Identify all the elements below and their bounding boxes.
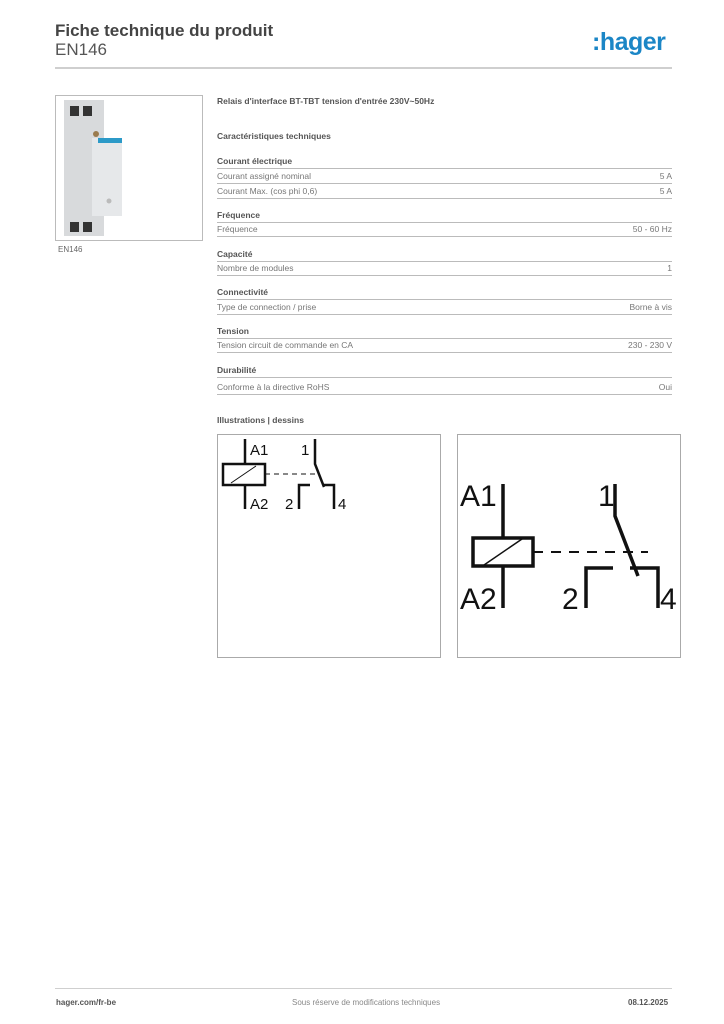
footer-date: 08.12.2025 <box>628 998 669 1007</box>
spec-label: Conforme à la directive RoHS <box>217 382 330 392</box>
group-title: Capacité <box>217 249 672 262</box>
spec-value: Oui <box>658 382 672 392</box>
image-caption: EN146 <box>58 245 83 254</box>
hager-logo: :hager <box>592 28 666 56</box>
product-code: EN146 <box>55 40 107 59</box>
label-a1: A1 <box>460 480 497 513</box>
group-title: Tension <box>217 326 672 339</box>
label-1: 1 <box>301 442 310 459</box>
header-divider <box>55 67 672 69</box>
spec-row <box>217 224 672 237</box>
spec-value: 5 A <box>659 186 672 196</box>
spec-value: 5 A <box>659 171 672 181</box>
wiring-diagram-large <box>457 434 681 658</box>
footer-disclaimer: Sous réserve de modifications techniques <box>292 998 441 1007</box>
spec-label: Fréquence <box>217 224 258 234</box>
spec-label: Nombre de modules <box>217 263 294 273</box>
specs-heading: Caractéristiques techniques <box>217 131 331 141</box>
label-2: 2 <box>285 496 294 513</box>
group-title: Durabilité <box>217 365 672 378</box>
page-title: Fiche technique du produit <box>55 21 274 40</box>
label-4: 4 <box>660 583 677 616</box>
footer-divider <box>55 988 672 989</box>
spec-label: Type de connection / prise <box>217 302 317 312</box>
spec-value: Borne à vis <box>629 302 672 312</box>
spec-row <box>217 171 672 184</box>
wiring-diagram-small <box>217 434 441 658</box>
label-4: 4 <box>338 496 347 513</box>
label-a1: A1 <box>250 442 269 459</box>
label-1: 1 <box>598 480 615 513</box>
product-image <box>55 95 203 241</box>
spec-label: Tension circuit de commande en CA <box>217 340 354 350</box>
spec-row <box>217 340 672 353</box>
spec-value: 1 <box>667 263 672 273</box>
spec-value: 230 - 230 V <box>628 340 672 350</box>
group-title: Connectivité <box>217 287 672 300</box>
illustrations-heading: Illustrations | dessins <box>217 415 304 425</box>
footer-website[interactable]: hager.com/fr-be <box>56 998 117 1007</box>
label-2: 2 <box>562 583 579 616</box>
product-description: Relais d'interface BT-TBT tension d'entrée 230V~50Hz <box>217 96 435 106</box>
spec-value: 50 - 60 Hz <box>632 224 672 234</box>
label-a2: A2 <box>250 496 269 513</box>
group-title: Courant électrique <box>217 156 672 169</box>
group-title: Fréquence <box>217 210 672 223</box>
spec-row <box>217 186 672 199</box>
spec-row <box>217 382 672 395</box>
spec-label: Courant assigné nominal <box>217 171 312 181</box>
spec-row <box>217 263 672 276</box>
label-a2: A2 <box>460 583 497 616</box>
spec-row <box>217 302 672 315</box>
spec-label: Courant Max. (cos phi 0,6) <box>217 186 318 196</box>
